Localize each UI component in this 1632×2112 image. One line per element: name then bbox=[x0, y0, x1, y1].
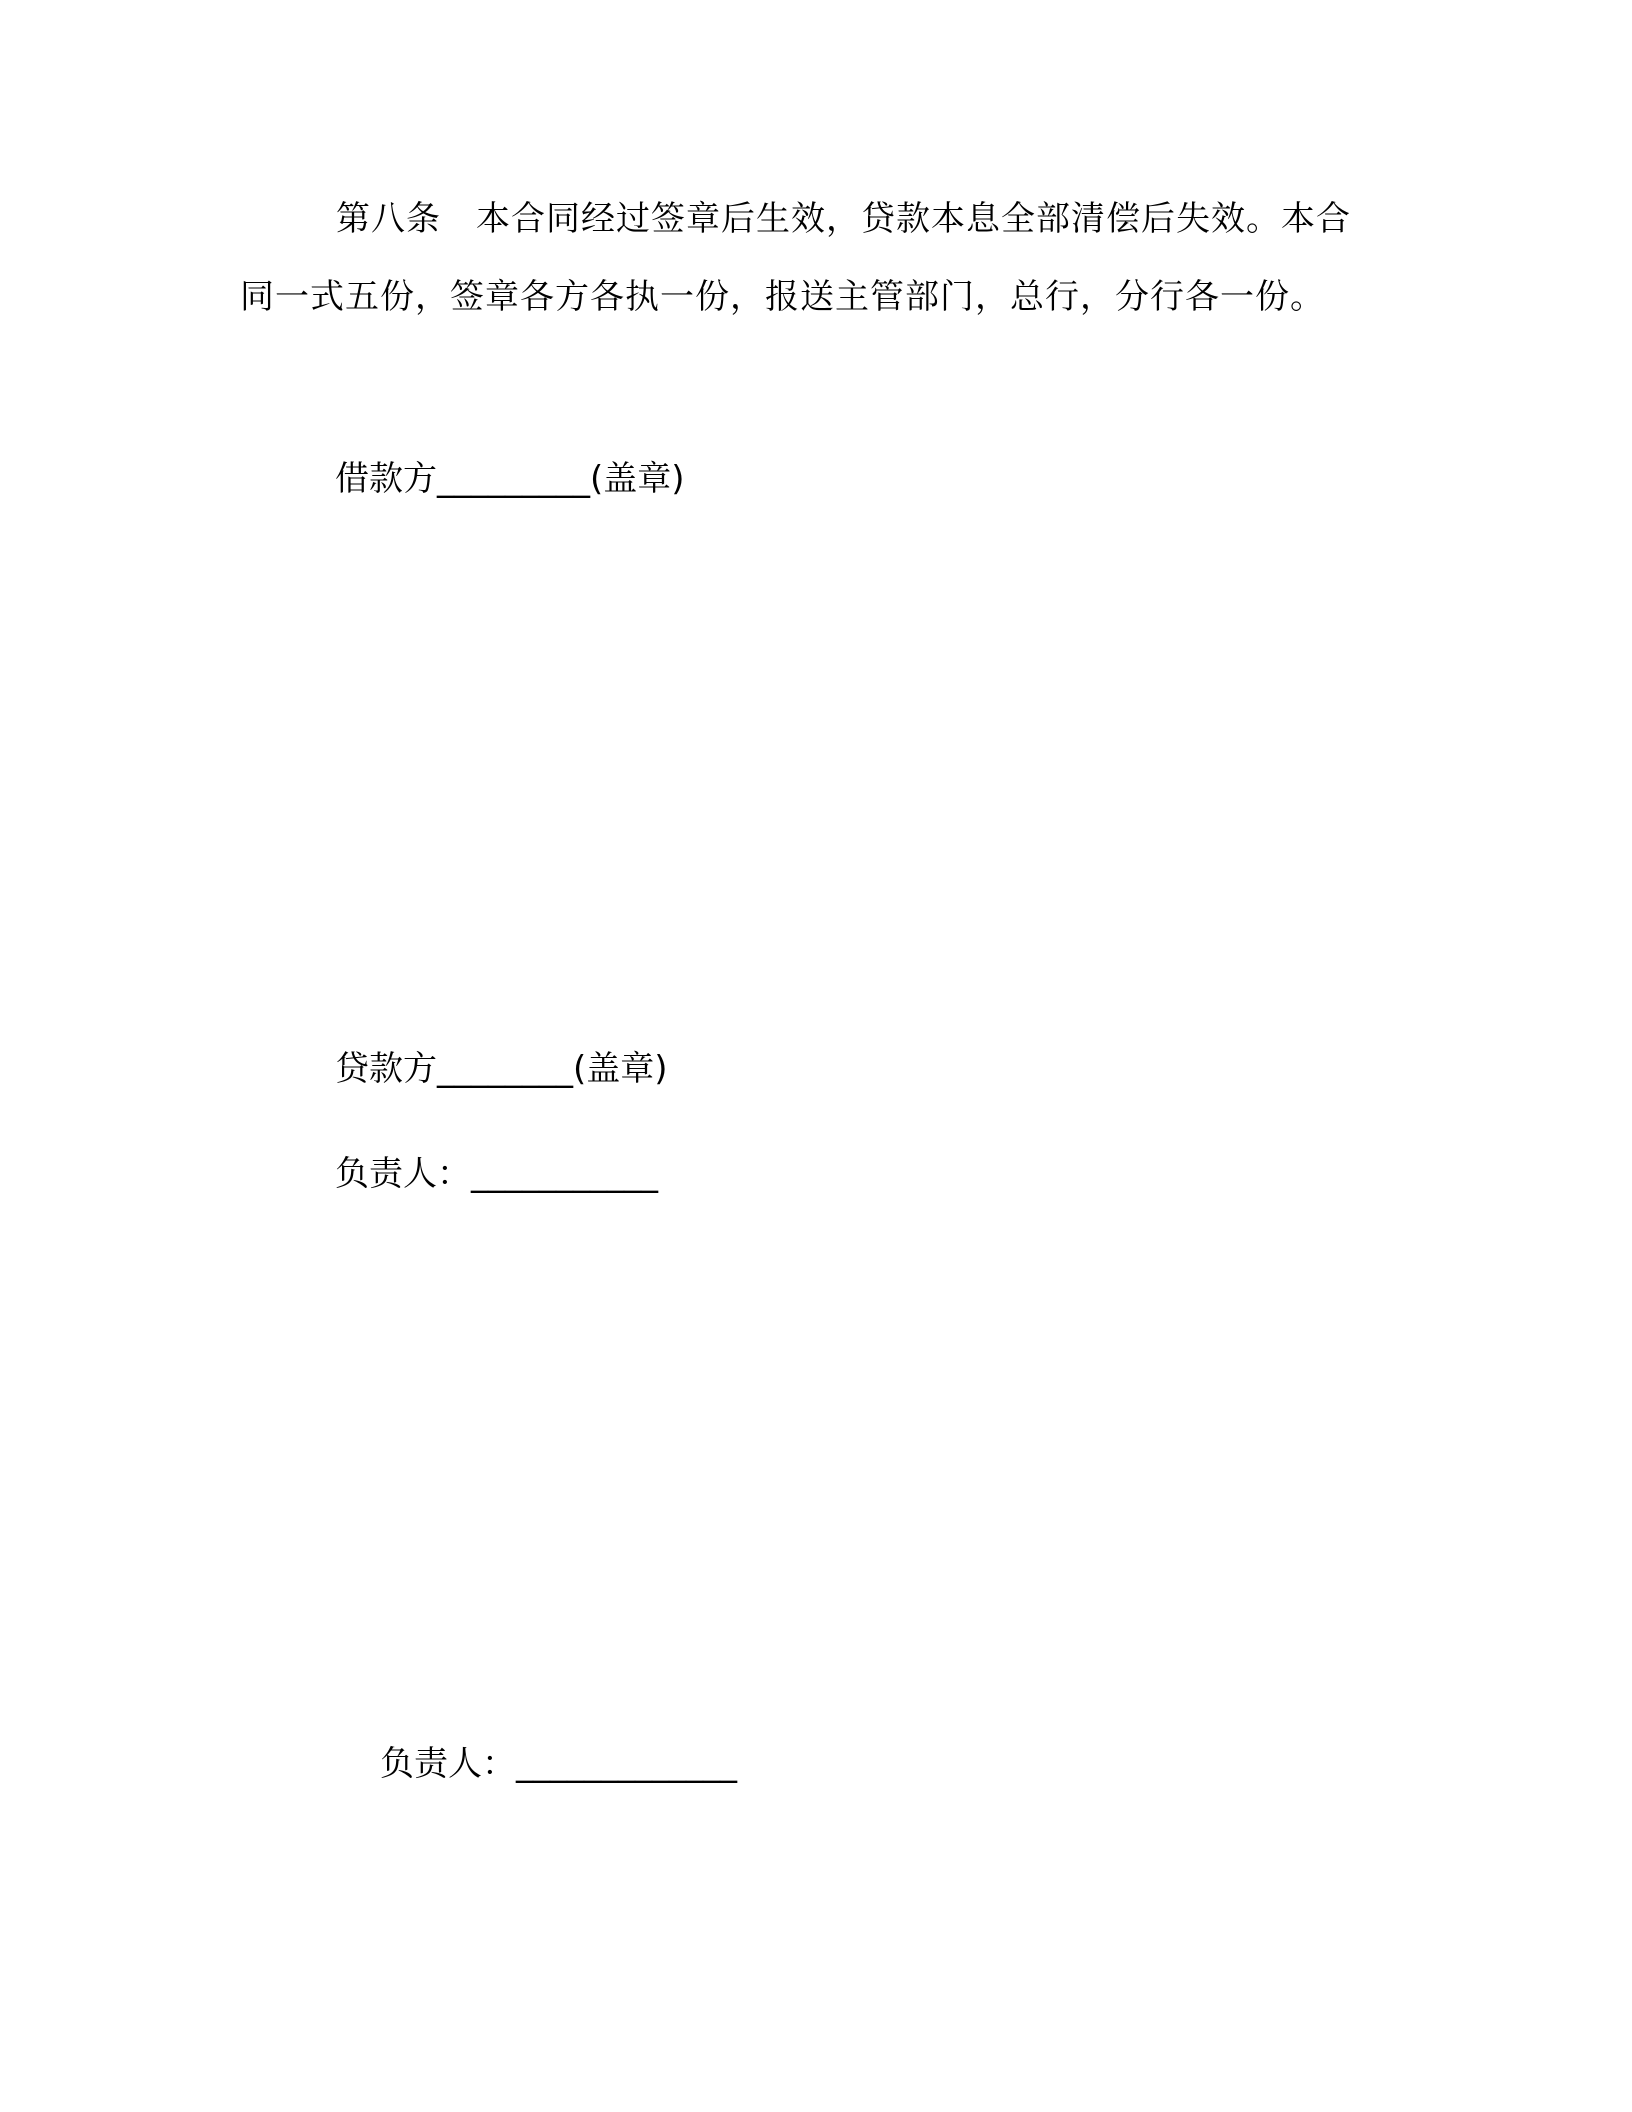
lender-blank: ________ bbox=[437, 1049, 573, 1089]
article-8-paragraph: 第八条 本合同经过签章后生效，贷款本息全部清偿后失效。本合同一式五份，签章各方各执一份，报送主管部门，总行，分行各一份。 bbox=[240, 199, 1351, 317]
responsible-person-line-1 bbox=[335, 1150, 658, 1198]
lender-signature-line bbox=[335, 1045, 668, 1093]
responsible-label-2: 负责人： bbox=[380, 1744, 516, 1784]
lender-seal: (盖章) bbox=[573, 1049, 668, 1089]
responsible-label-1: 负责人： bbox=[335, 1154, 471, 1194]
borrower-label: 借款方 bbox=[335, 459, 437, 499]
responsible-person-line-2 bbox=[380, 1740, 737, 1788]
borrower-signature-line bbox=[335, 455, 685, 503]
responsible-blank-2: _____________ bbox=[516, 1744, 737, 1784]
lender-label: 贷款方 bbox=[335, 1049, 437, 1089]
borrower-blank: _________ bbox=[437, 459, 590, 499]
borrower-seal: (盖章) bbox=[590, 459, 685, 499]
responsible-blank-1: ___________ bbox=[471, 1154, 658, 1194]
